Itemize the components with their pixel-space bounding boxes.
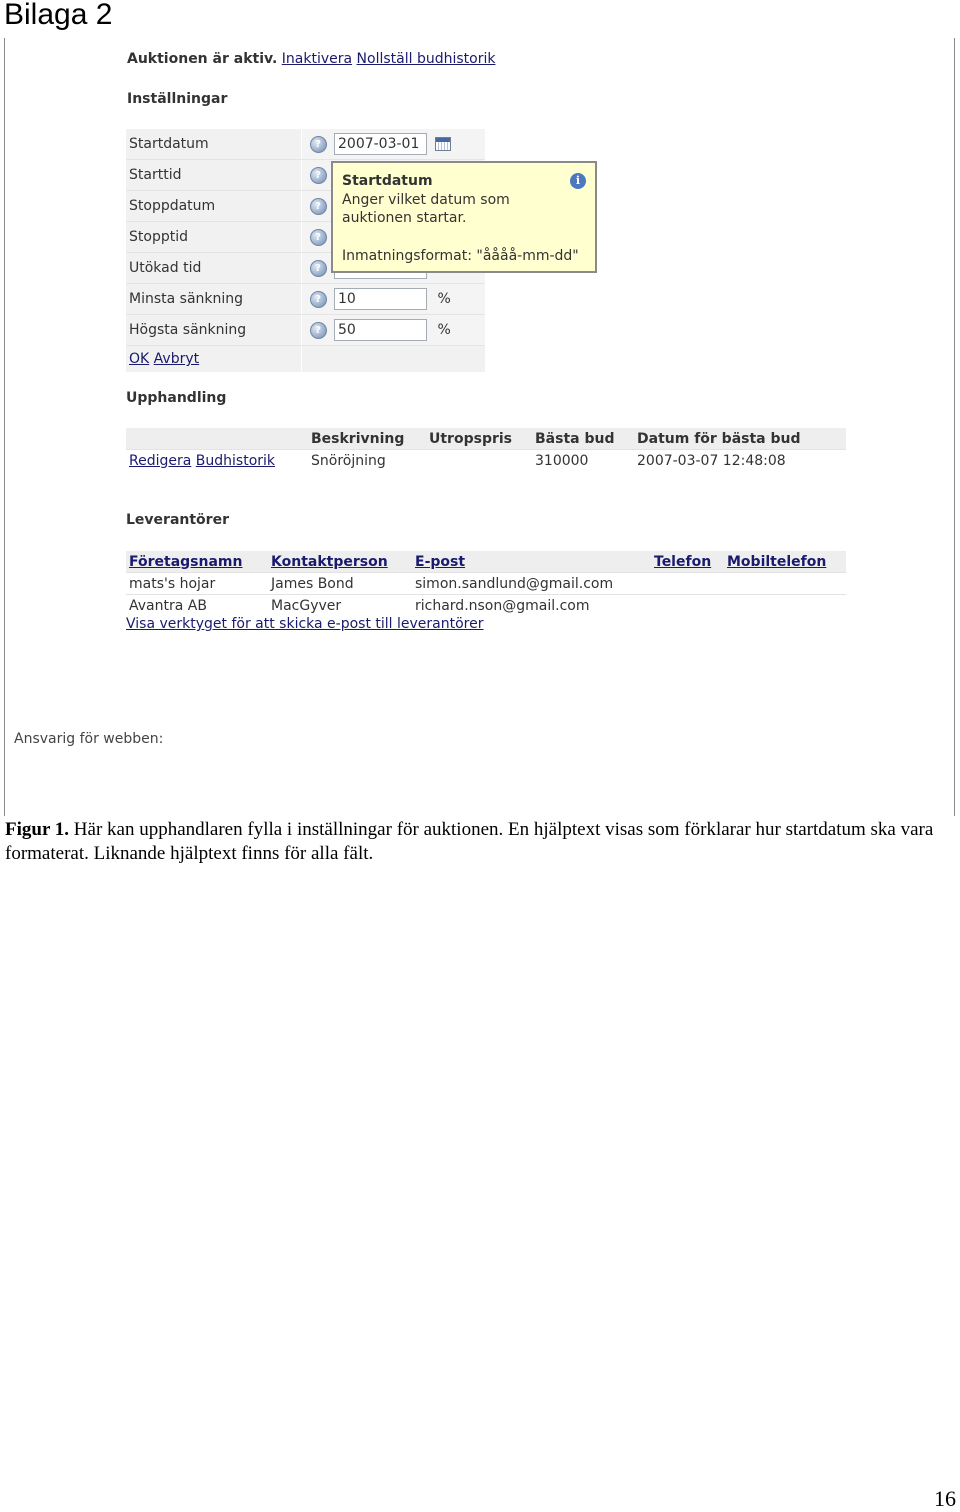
start-price-cell [426, 450, 532, 472]
field-label: Minsta sänkning [126, 284, 302, 315]
sort-contact-link[interactable]: Kontaktperson [271, 553, 388, 570]
best-bid-cell: 310000 [532, 450, 634, 472]
bid-history-link[interactable]: Budhistorik [195, 452, 276, 469]
reset-bid-history-link[interactable]: Nollställ budhistorik [356, 51, 496, 67]
min-decrease-input[interactable] [334, 288, 427, 310]
help-icon[interactable]: ? [310, 167, 327, 184]
calendar-icon[interactable] [435, 137, 451, 151]
email-tool-link[interactable]: Visa verktyget för att skicka e-post till leverantörer [126, 616, 484, 632]
mobile-cell [724, 595, 846, 617]
help-icon[interactable]: ? [310, 322, 327, 339]
field-label: Stopptid [126, 222, 302, 253]
field-label: Högsta sänkning [126, 315, 302, 346]
page-number: 16 [934, 1486, 956, 1511]
help-icon[interactable]: ? [310, 260, 327, 277]
web-responsible: Ansvarig för webben: [14, 731, 164, 747]
percent-unit: % [437, 291, 451, 307]
help-icon[interactable]: ? [310, 229, 327, 246]
sort-email-link[interactable]: E-post [415, 553, 466, 570]
company-cell: mats's hojar [126, 573, 268, 595]
settings-heading: Inställningar [127, 91, 228, 107]
settings-row-hogsta-sankning [126, 315, 485, 346]
document-title: Bilaga 2 [4, 0, 113, 31]
field-label: Stoppdatum [126, 191, 302, 222]
auction-status: Auktionen är aktiv. [127, 51, 278, 67]
table-row [126, 573, 846, 595]
table-header-row [126, 551, 846, 573]
deactivate-link[interactable]: Inaktivera [281, 51, 353, 67]
table-row [126, 595, 846, 617]
settings-row-minsta-sankning [126, 284, 485, 315]
percent-unit: % [437, 322, 451, 338]
settings-row-startdatum [126, 129, 485, 160]
procurement-table [126, 428, 846, 471]
company-cell: Avantra AB [126, 595, 268, 617]
auction-status-bar [127, 51, 495, 67]
settings-actions [126, 346, 485, 373]
column-header [126, 428, 308, 450]
sort-phone-link[interactable]: Telefon [654, 553, 712, 570]
tooltip-body: Anger vilket datum som auktionen startar. [342, 192, 510, 226]
field-label: Startdatum [126, 129, 302, 160]
tooltip-format: Inmatningsformat: "åååå-mm-dd" [342, 248, 579, 264]
figure-caption [5, 818, 960, 866]
contact-cell: James Bond [268, 573, 412, 595]
table-header-row [126, 428, 846, 450]
best-bid-date-cell: 2007-03-07 12:48:08 [634, 450, 846, 472]
phone-cell [651, 573, 724, 595]
description-cell: Snöröjning [308, 450, 426, 472]
sort-mobile-link[interactable]: Mobiltelefon [727, 553, 827, 570]
field-label: Starttid [126, 160, 302, 191]
cancel-link[interactable]: Avbryt [153, 351, 200, 367]
start-date-input[interactable] [334, 133, 427, 155]
suppliers-heading: Leverantörer [126, 512, 229, 528]
column-header: Bästa bud [532, 428, 634, 450]
figure-caption-text: Här kan upphandlaren fylla i inställningar för auktionen. En hjälptext visas som förklarar hur startdatum ska vara formaterat. Liknande hjälptext finns för alla fält. [5, 819, 934, 864]
column-header: Datum för bästa bud [634, 428, 846, 450]
column-header: Utropspris [426, 428, 532, 450]
phone-cell [651, 595, 724, 617]
edit-link[interactable]: Redigera [129, 452, 192, 469]
mobile-cell [724, 573, 846, 595]
procurement-heading: Upphandling [126, 390, 227, 406]
ok-link[interactable]: OK [129, 351, 150, 367]
sort-company-link[interactable]: Företagsnamn [129, 553, 243, 570]
table-row [126, 450, 846, 472]
contact-cell: MacGyver [268, 595, 412, 617]
field-label: Utökad tid [126, 253, 302, 284]
email-cell: simon.sandlund@gmail.com [412, 573, 651, 595]
start-date-help-tooltip [331, 161, 597, 273]
email-cell: richard.nson@gmail.com [412, 595, 651, 617]
column-header: Beskrivning [308, 428, 426, 450]
max-decrease-input[interactable] [334, 319, 427, 341]
help-icon[interactable]: ? [310, 136, 327, 153]
tooltip-title: Startdatum [342, 173, 433, 189]
info-icon: i [570, 173, 586, 189]
help-icon[interactable]: ? [310, 198, 327, 215]
help-icon[interactable]: ? [310, 291, 327, 308]
suppliers-table [126, 551, 846, 616]
figure-label: Figur 1. [5, 819, 70, 840]
